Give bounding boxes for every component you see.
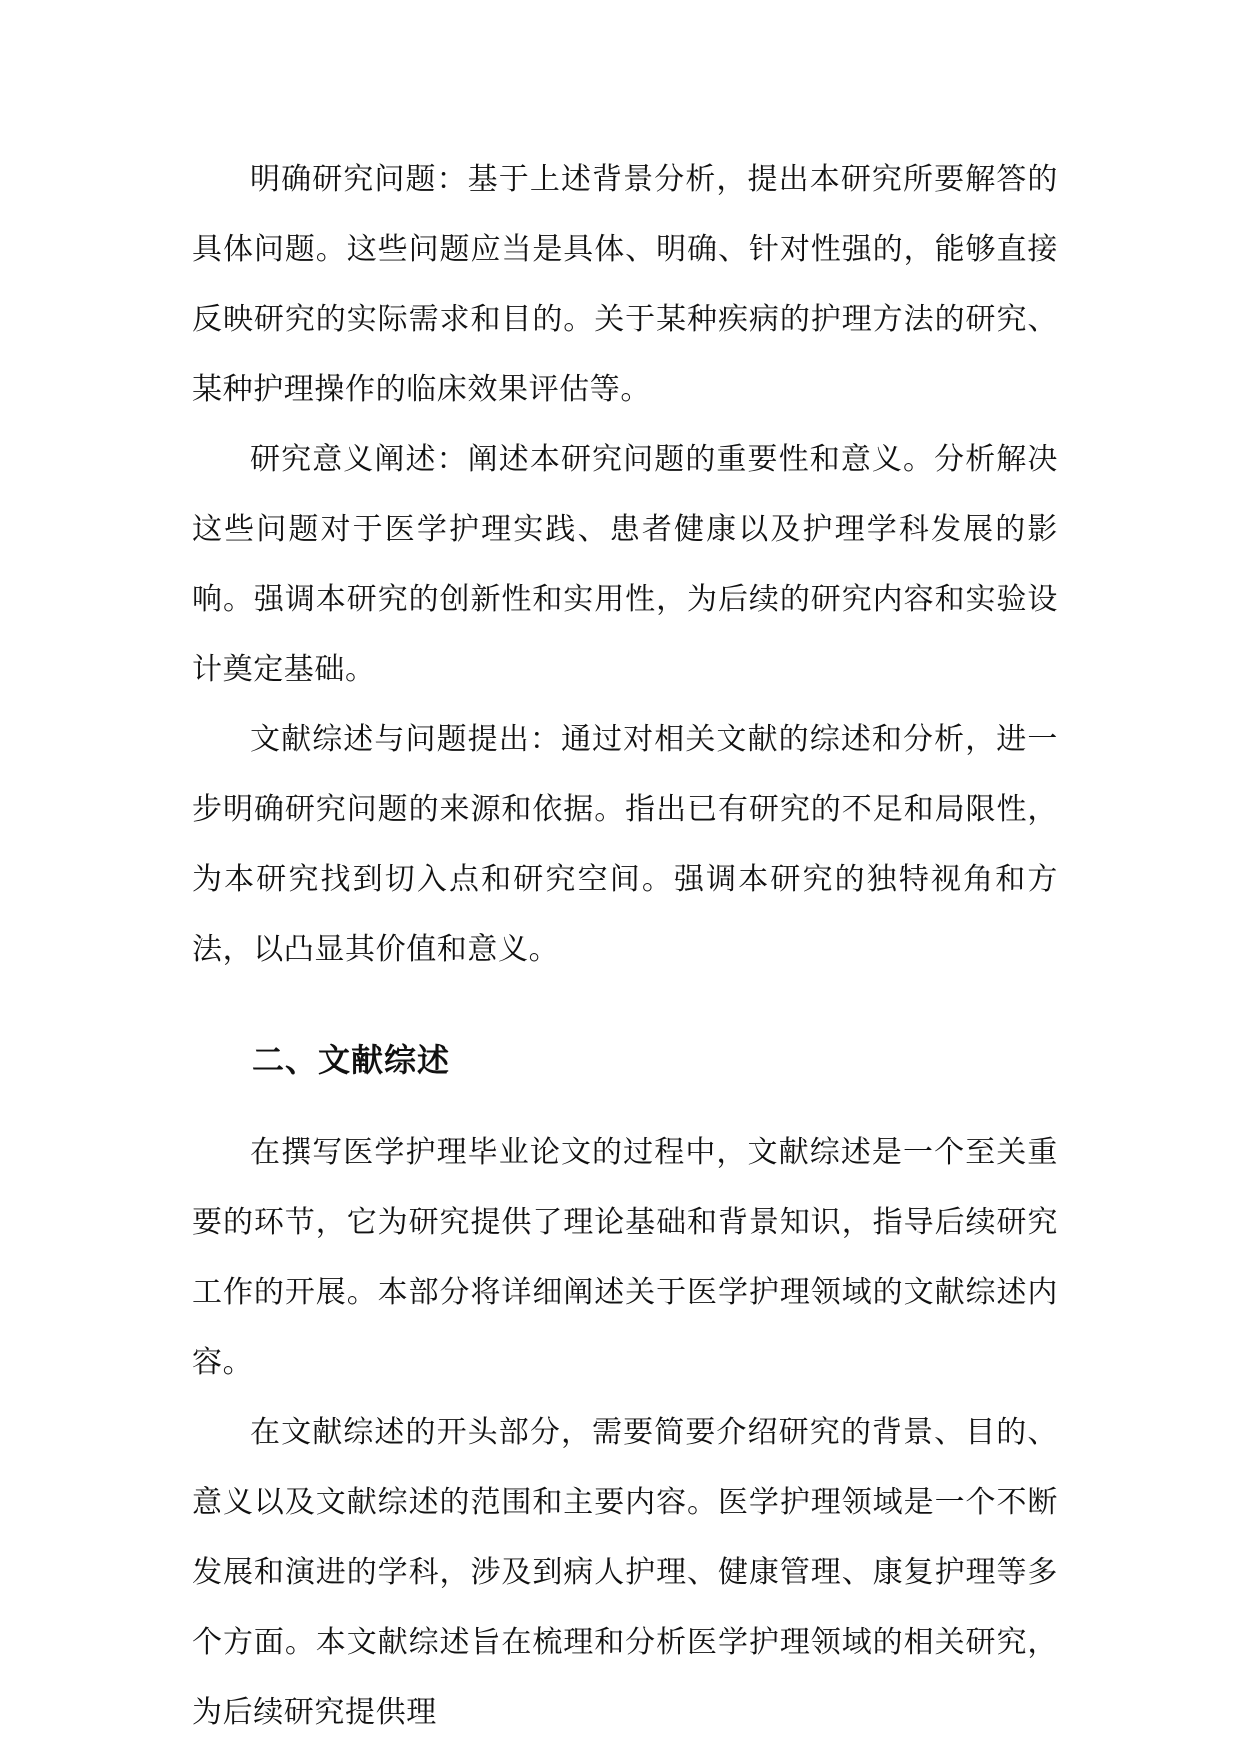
section-heading: 二、文献综述: [252, 1041, 451, 1079]
paragraph-review-opening: 在文献综述的开头部分，需要简要介绍研究的背景、目的、意义以及文献综述的范围和主要内容。医学护理领域是一个不断发展和演进的学科，涉及到病人护理、健康管理、康复护理等多个方面。本文献综述旨在梳理和分析医学护理领域的相关研究，为后续研究提供理: [192, 1415, 1058, 1730]
paragraph-research-questions: 明确研究问题：基于上述背景分析，提出本研究所要解答的具体问题。这些问题应当是具体、明确、针对性强的，能够直接反映研究的实际需求和目的。关于某种疾病的护理方法的研究、某种护理操作的临床效果评估等。: [192, 162, 1058, 407]
paragraph-literature-and-questions: 文献综述与问题提出：通过对相关文献的综述和分析，进一步明确研究问题的来源和依据。指出已有研究的不足和局限性，为本研究找到切入点和研究空间。强调本研究的独特视角和方法，以凸显其价值和意义。: [192, 722, 1058, 967]
paragraph-review-intro: 在撰写医学护理毕业论文的过程中，文献综述是一个至关重要的环节，它为研究提供了理论基础和背景知识，指导后续研究工作的开展。本部分将详细阐述关于医学护理领域的文献综述内容。: [192, 1135, 1058, 1380]
paragraph-research-significance: 研究意义阐述：阐述本研究问题的重要性和意义。分析解决这些问题对于医学护理实践、患者健康以及护理学科发展的影响。强调本研究的创新性和实用性，为后续的研究内容和实验设计奠定基础。: [192, 442, 1058, 687]
document-body: [192, 145, 1058, 1748]
